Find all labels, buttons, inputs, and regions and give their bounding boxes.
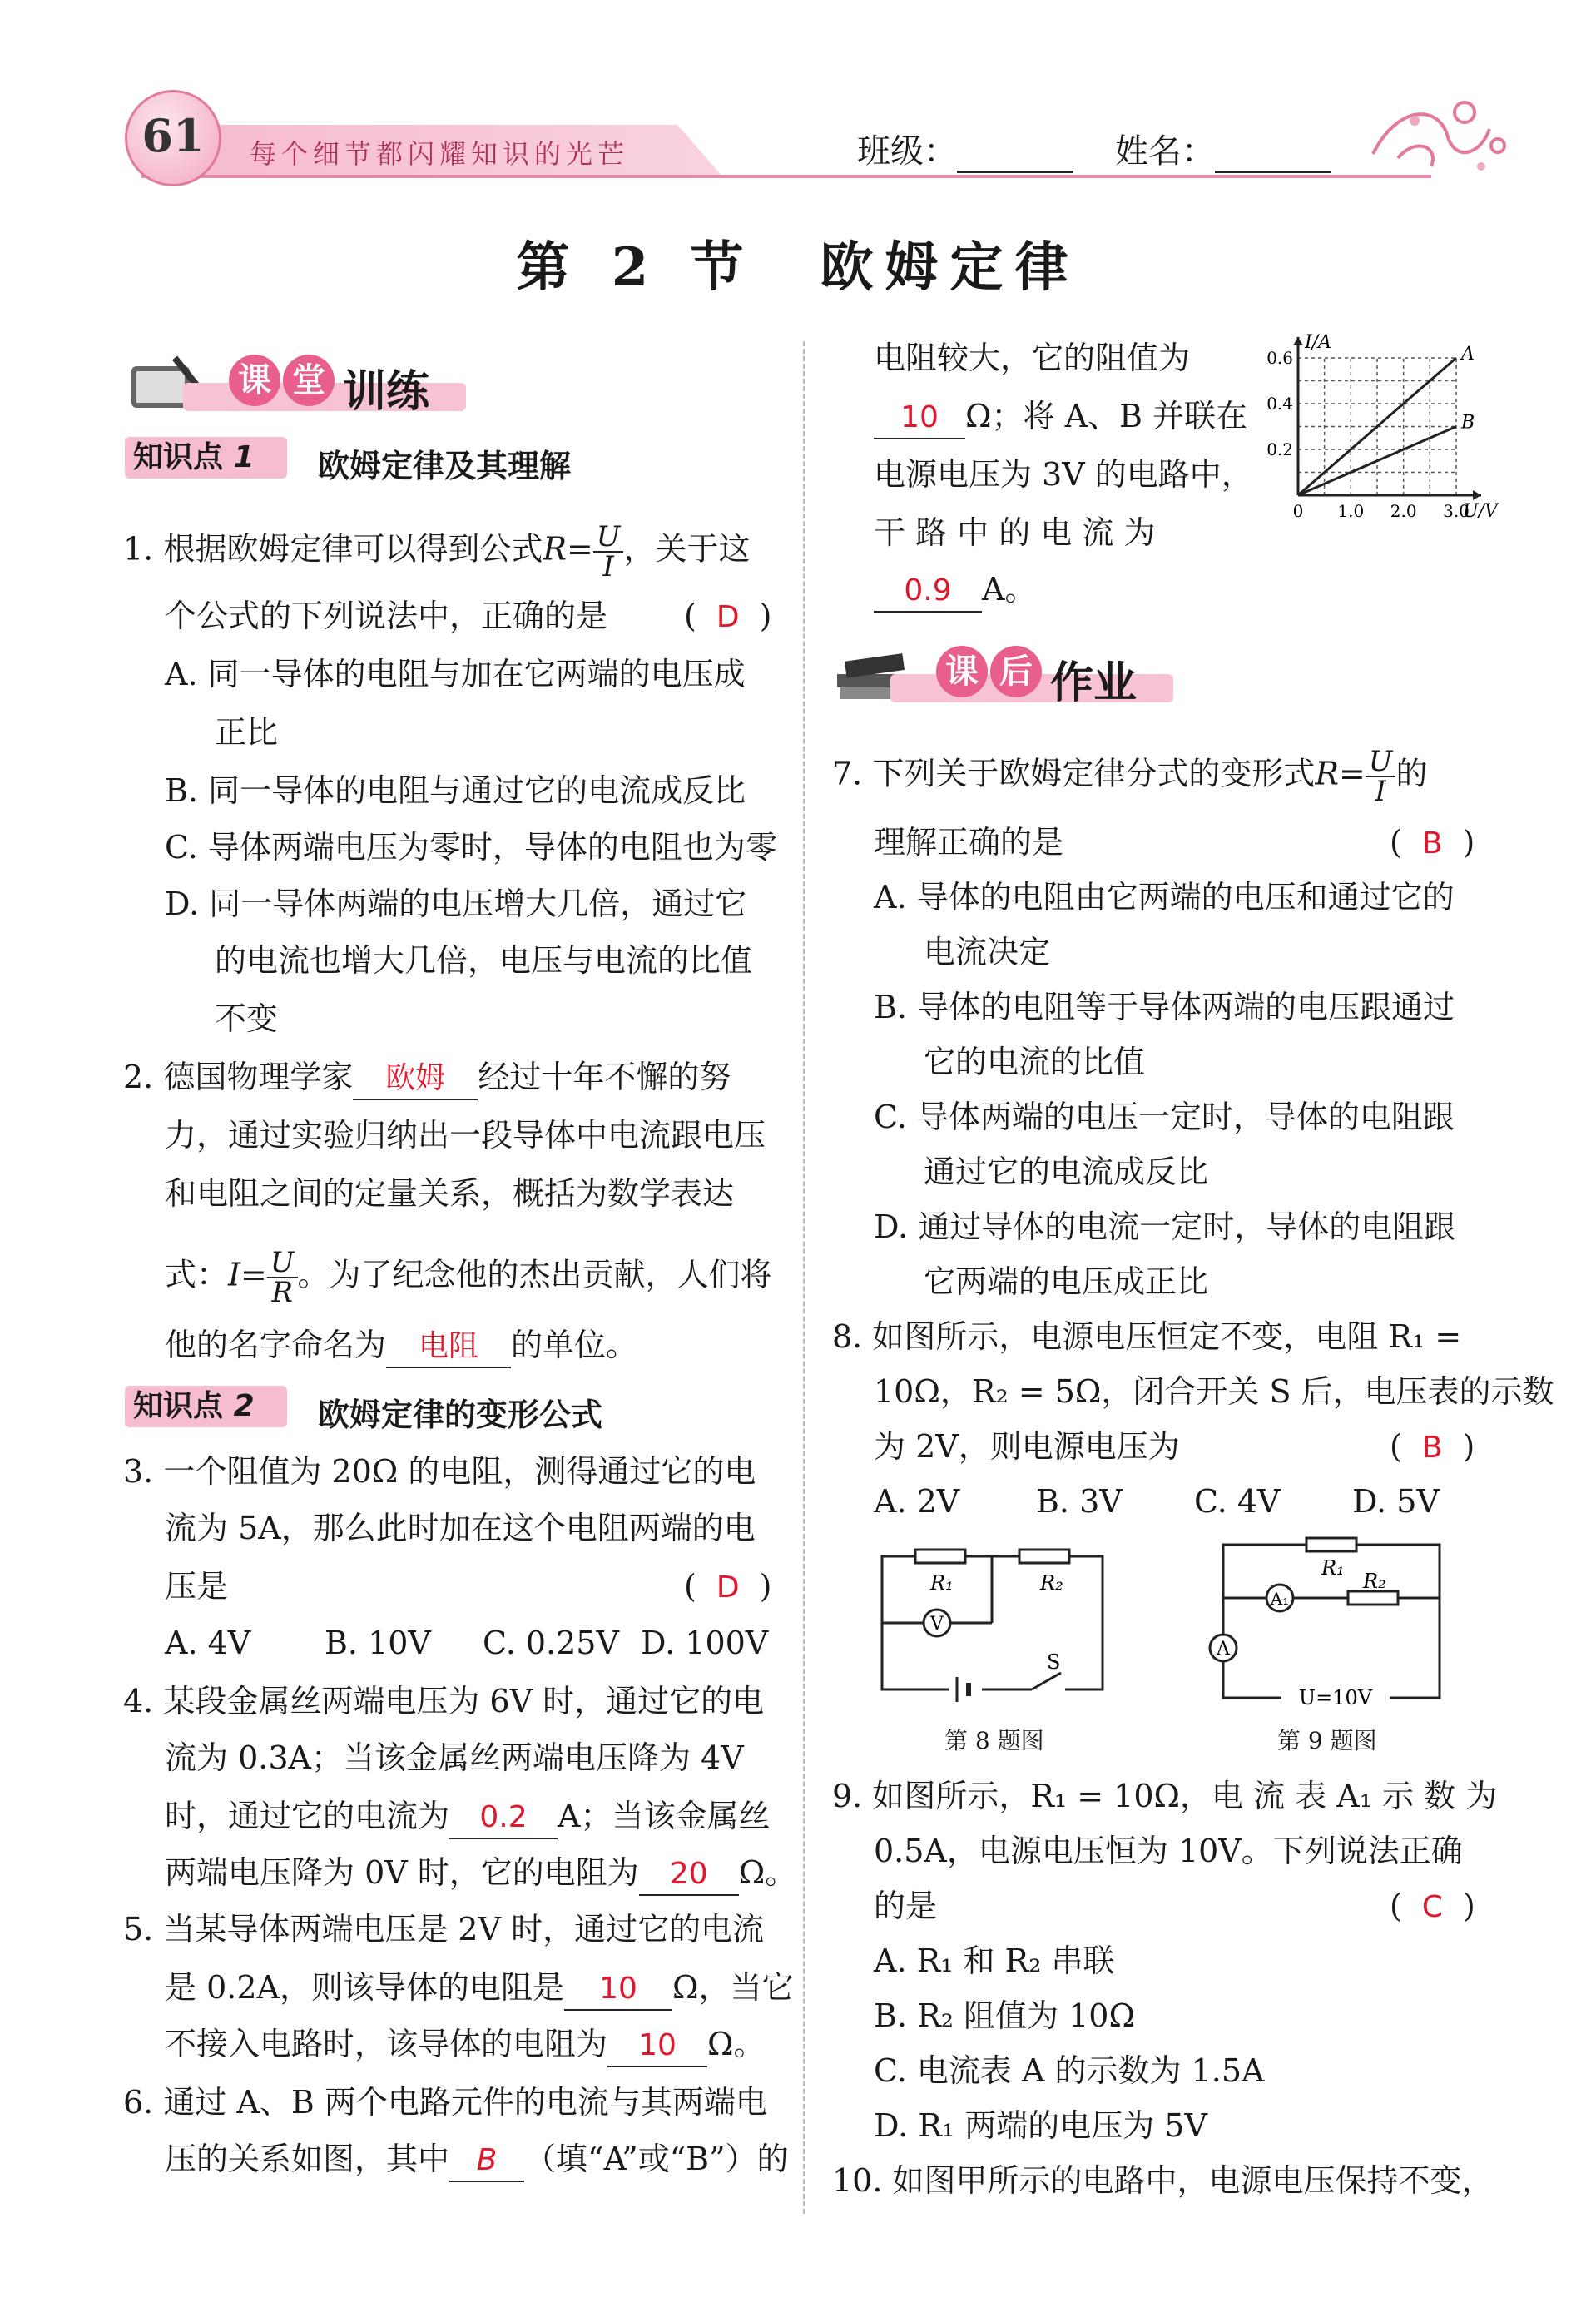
q6-line7: 0.9 A。 bbox=[874, 569, 1036, 613]
resistor-r2-symbol bbox=[1019, 1550, 1069, 1563]
q3-line2: 流为 5A，那么此时加在这个电阻两端的电 bbox=[165, 1510, 756, 1546]
q6-iu-chart bbox=[1248, 329, 1514, 528]
q8-circuit-diagram bbox=[874, 1540, 1123, 1706]
q8-line2: 10Ω，R₂ = 5Ω，闭合开关 S 后，电压表的示数 bbox=[874, 1373, 1554, 1410]
q5-line3: 不接入电路时，该导体的电阻为 10 Ω。 bbox=[165, 2024, 766, 2067]
q6-line5: 电源电压为 3V 的电路中， bbox=[874, 456, 1253, 493]
q7-option-a-cont: 电流决定 bbox=[924, 934, 1051, 970]
q7-line1: 7. 下列关于欧姆定律分式的变形式R= $\frac{U}{I}$ 的 bbox=[832, 745, 1428, 808]
y-tick-label: 0.2 bbox=[1266, 439, 1293, 459]
banner-suffix: 训练 bbox=[343, 367, 430, 417]
y-tick-label: 0.6 bbox=[1266, 348, 1293, 368]
y-axis-label: I/A bbox=[1305, 332, 1331, 353]
series-label-B: B bbox=[1461, 412, 1475, 434]
q5-blank-1: 10 bbox=[564, 1969, 672, 2011]
q2-line5: 他的名字命名为 电阻 的单位。 bbox=[165, 1325, 637, 1368]
kp-tag: 知识点 1 bbox=[125, 437, 287, 479]
q7-option-d: D. 通过导体的电流一定时，导体的电阻跟 bbox=[874, 1208, 1456, 1245]
kp-tag: 知识点 2 bbox=[125, 1386, 287, 1427]
q9-line2: 0.5A，电源电压恒为 10V。下列说法正确 bbox=[874, 1833, 1463, 1869]
q4-line1: 4. 某段金属丝两端电压为 6V 时，通过它的电 bbox=[123, 1683, 765, 1719]
q4-blank-2: 20 bbox=[639, 1854, 739, 1896]
kp-title: 欧姆定律的变形公式 bbox=[318, 1397, 603, 1433]
x-axis-label: U/V bbox=[1463, 501, 1498, 522]
q7-option-c: C. 导体两端的电压一定时，导体的电阻跟 bbox=[874, 1099, 1455, 1135]
series-label-A: A bbox=[1461, 344, 1475, 365]
banner-char-1: 课 bbox=[229, 355, 280, 406]
q6-line3: 电阻较大，它的阻值为 bbox=[874, 340, 1191, 376]
q7-option-d-cont: 它两端的电压成正比 bbox=[924, 1263, 1209, 1300]
q2-line3: 和电阻之间的定量关系，概括为数学表达 bbox=[165, 1175, 735, 1212]
q7-option-b-cont: 它的电流的比值 bbox=[924, 1044, 1146, 1080]
q9-option-c: C. 电流表 A 的示数为 1.5A bbox=[874, 2052, 1265, 2089]
ammeter-a-label: A bbox=[1217, 1639, 1230, 1660]
q4-blank-1: 0.2 bbox=[449, 1798, 558, 1839]
q1-option-d-cont1: 的电流也增大几倍，电压与电流的比值 bbox=[215, 942, 753, 979]
q7-option-a: A. 导体的电阻由它两端的电压和通过它的 bbox=[874, 879, 1455, 915]
q4-line3: 时，通过它的电流为 0.2 A；当该金属丝 bbox=[165, 1796, 770, 1839]
q3-option-d: D. 100V bbox=[641, 1625, 769, 1661]
q5-blank-2: 10 bbox=[607, 2026, 707, 2067]
resistor-r1-symbol bbox=[915, 1550, 965, 1563]
q1-option-c: C. 导体两端电压为零时，导体的电阻也为零 bbox=[165, 829, 777, 866]
q7-option-c-cont: 通过它的电流成反比 bbox=[924, 1154, 1209, 1190]
q1-answer: ( D ) bbox=[684, 598, 772, 634]
x-tick-label: 3.0 bbox=[1443, 501, 1470, 521]
q2-line2: 力，通过实验归纳出一段导体中电流跟电压 bbox=[165, 1117, 766, 1154]
q9-caption: 第 9 题图 bbox=[1277, 1727, 1377, 1754]
q2-line1: 2. 德国物理学家 欧姆 经过十年不懈的努 bbox=[123, 1057, 731, 1100]
voltmeter-label: V bbox=[930, 1614, 944, 1635]
resistor-r2-symbol bbox=[1348, 1591, 1398, 1605]
banner-char-1: 课 bbox=[936, 646, 988, 697]
x-arrow bbox=[1473, 490, 1481, 500]
q6-blank-2: 10 bbox=[874, 398, 965, 439]
r2-label: R₂ bbox=[1363, 1570, 1386, 1593]
q3-answer: ( D ) bbox=[684, 1568, 772, 1605]
q9-line3: 的是 bbox=[874, 1888, 938, 1924]
resistor-r1-symbol bbox=[1306, 1538, 1356, 1551]
q3-line3: 压是 bbox=[165, 1568, 229, 1605]
q6-blank-1: B bbox=[449, 2141, 524, 2182]
q6-line6: 干 路 中 的 电 流 为 bbox=[874, 514, 1156, 551]
q4-line4: 两端电压降为 0V 时，它的电阻为 20 Ω。 bbox=[165, 1853, 796, 1896]
q9-answer: ( C ) bbox=[1390, 1888, 1475, 1924]
section-banner-classroom bbox=[125, 350, 499, 417]
banner-char-2: 后 bbox=[990, 646, 1042, 697]
x-tick-label: 1.0 bbox=[1337, 501, 1365, 521]
banner-suffix: 作业 bbox=[1050, 658, 1138, 708]
series-line-B bbox=[1298, 427, 1456, 496]
name-blank[interactable] bbox=[1215, 132, 1331, 173]
q6-line1: 6. 通过 A、B 两个电路元件的电流与其两端电 bbox=[123, 2084, 767, 2121]
q6-line2: 压的关系如图，其中 B （填“A”或“B”）的 bbox=[165, 2139, 789, 2182]
banner-char-2: 堂 bbox=[283, 355, 335, 406]
q3-option-c: C. 0.25V bbox=[483, 1625, 619, 1661]
name-label: 姓名： bbox=[1115, 132, 1215, 171]
floral-ornament-icon bbox=[1365, 87, 1514, 179]
kp-title: 欧姆定律及其理解 bbox=[318, 448, 572, 484]
q2-blank-1: 欧姆 bbox=[353, 1059, 478, 1100]
header-rule bbox=[141, 175, 1431, 178]
q9-circuit-diagram bbox=[1207, 1531, 1456, 1710]
y-arrow bbox=[1293, 337, 1303, 345]
q6-blank-3: 0.9 bbox=[874, 571, 982, 613]
q8-option-a: A. 2V bbox=[874, 1483, 960, 1520]
q8-option-d: D. 5V bbox=[1352, 1483, 1440, 1520]
page-title: 第 2 节 欧姆定律 bbox=[516, 236, 1080, 299]
q7-line2: 理解正确的是 bbox=[874, 824, 1064, 861]
q3-option-a: A. 4V bbox=[165, 1625, 251, 1661]
q1-option-b: B. 同一导体的电阻与通过它的电流成反比 bbox=[165, 772, 746, 809]
q1-stem-line2: 个公式的下列说法中，正确的是 bbox=[165, 598, 608, 634]
x-tick-label: 0 bbox=[1292, 501, 1304, 521]
q6-line4: 10 Ω；将 A、B 并联在 bbox=[874, 396, 1247, 439]
q8-option-c: C. 4V bbox=[1194, 1483, 1281, 1520]
y-tick-label: 0.4 bbox=[1266, 394, 1293, 414]
source-voltage-label: U=10V bbox=[1298, 1686, 1373, 1709]
q9-option-d: D. R₁ 两端的电压为 5V bbox=[874, 2107, 1207, 2144]
q3-option-b: B. 10V bbox=[325, 1625, 431, 1661]
q1-stem-line1: 1. 根据欧姆定律可以得到公式R= $\frac{U}{I}$ ，关于这 bbox=[123, 520, 751, 583]
class-label: 班级： bbox=[857, 132, 957, 171]
x-tick-label: 2.0 bbox=[1390, 501, 1417, 521]
q3-line1: 3. 一个阻值为 20Ω 的电阻，测得通过它的电 bbox=[123, 1453, 756, 1490]
q9-option-a: A. R₁ 和 R₂ 串联 bbox=[874, 1942, 1115, 1979]
q8-line3: 为 2V，则电源电压为 bbox=[874, 1428, 1180, 1465]
switch-label: S bbox=[1047, 1650, 1061, 1674]
q8-option-b: B. 3V bbox=[1036, 1483, 1123, 1520]
q2-blank-2: 电阻 bbox=[386, 1327, 511, 1368]
r1-label: R₁ bbox=[1321, 1556, 1345, 1580]
q10-line1: 10. 如图甲所示的电路中，电源电压保持不变， bbox=[832, 2162, 1494, 2199]
q7-option-b: B. 导体的电阻等于导体两端的电压跟通过 bbox=[874, 989, 1455, 1025]
r2-label: R₂ bbox=[1040, 1571, 1063, 1595]
q1-option-a-cont: 正比 bbox=[215, 714, 279, 751]
q8-line1: 8. 如图所示，电源电压恒定不变，电阻 R₁ = bbox=[832, 1318, 1462, 1355]
q8-caption: 第 8 题图 bbox=[944, 1727, 1044, 1754]
q2-fraction: $\frac{U}{R}$ bbox=[267, 1248, 298, 1307]
class-field bbox=[857, 125, 1073, 173]
column-divider bbox=[803, 341, 805, 2214]
q7-fraction: $\frac{U}{I}$ bbox=[1366, 747, 1396, 806]
q1-option-a: A. 同一导体的电阻与加在它两端的电压成 bbox=[165, 656, 746, 692]
page-number: 61 bbox=[125, 90, 221, 186]
ammeter-a1-label: A₁ bbox=[1270, 1589, 1290, 1609]
q9-option-b: B. R₂ 阻值为 10Ω bbox=[874, 1997, 1135, 2034]
class-blank[interactable] bbox=[957, 132, 1073, 173]
q9-line1: 9. 如图所示，R₁ = 10Ω，电 流 表 A₁ 示 数 为 bbox=[832, 1778, 1498, 1814]
q5-line1: 5. 当某导体两端电压是 2V 时，通过它的电流 bbox=[123, 1911, 765, 1947]
header-slogan: 每个细节都闪耀知识的光芒 bbox=[250, 138, 630, 170]
q5-line2: 是 0.2A，则该导体的电阻是 10 Ω，当它 bbox=[165, 1967, 793, 2011]
section-banner-homework bbox=[832, 641, 1207, 708]
name-field bbox=[1115, 125, 1331, 173]
q1-option-d: D. 同一导体两端的电压增大几倍，通过它 bbox=[165, 886, 747, 922]
q1-fraction: $\frac{U}{I}$ bbox=[593, 523, 624, 581]
q7-answer: ( B ) bbox=[1390, 824, 1475, 861]
q4-line2: 流为 0.3A；当该金属丝两端电压降为 4V bbox=[165, 1739, 744, 1776]
r1-label: R₁ bbox=[930, 1571, 954, 1595]
q2-line4: 式：I= $\frac{U}{R}$ 。为了纪念他的杰出贡献，人们将 bbox=[165, 1246, 772, 1309]
q8-answer: ( B ) bbox=[1390, 1428, 1475, 1465]
q1-option-d-cont2: 不变 bbox=[215, 1000, 279, 1037]
